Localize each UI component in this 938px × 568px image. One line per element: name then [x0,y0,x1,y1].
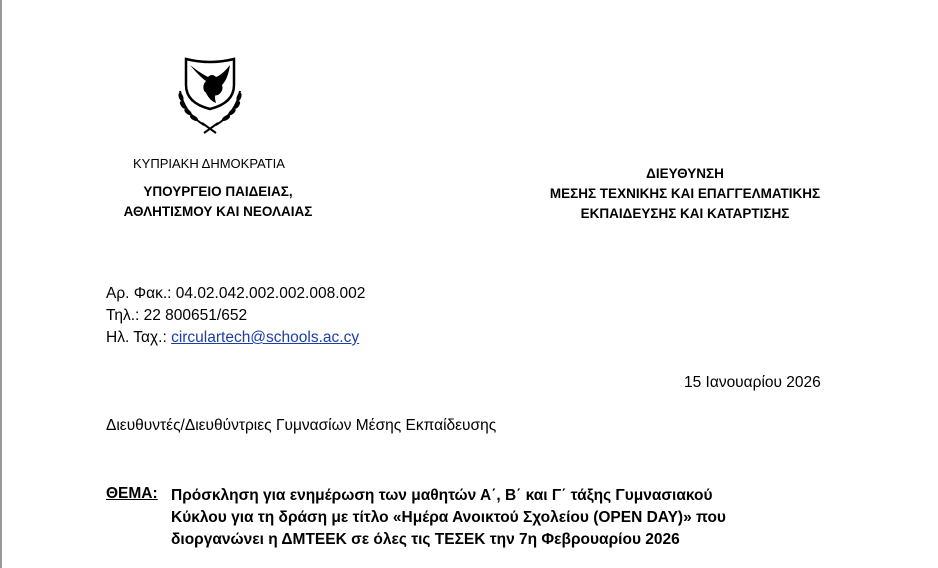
directorate-line-3: ΕΚΠΑΙΔΕΥΣΗΣ ΚΑΙ ΚΑΤΑΡΤΙΣΗΣ [580,206,790,221]
file-number-row [106,283,365,305]
ministry-line-2: ΑΘΛΗΤΙΣΜΟΥ ΚΑΙ ΝΕΟΛΑΙΑΣ [123,204,313,219]
ministry-line-1: ΥΠΟΥΡΓΕΙΟ ΠΑΙΔΕΙΑΣ, [143,184,293,199]
phone-number: 22 800651/652 [143,307,248,324]
cyprus-coat-of-arms-icon [170,55,250,137]
subject-line-2: Κύκλου για τη δράση με τίτλο «Ημέρα Ανοικτού Σχολείου (OPEN DAY)» που [171,509,726,526]
directorate-line-2: ΜΕΣΗΣ ΤΕΧΝΙΚΗΣ ΚΑΙ ΕΠΑΓΓΕΛΜΑΤΙΚΗΣ [549,186,821,201]
file-number-label: Αρ. Φακ.: [106,285,176,302]
email-link[interactable]: circulartech@schools.ac.cy [171,329,360,346]
email-label: Ηλ. Ταχ.: [106,329,172,346]
subject-line-3: διοργανώνει η ΔΜΤΕΕΚ σε όλες τις ΤΕΣΕΚ την 7η Φεβρουαρίου 2026 [171,531,680,548]
page-left-edge [0,0,2,568]
recipients: Διευθυντές/Διευθύντριες Γυμνασίων Μέσης Εκπαίδευσης [106,417,497,434]
subject-line-1: Πρόσκληση για ενημέρωση των μαθητών Α΄, Β΄ και Γ΄ τάξης Γυμνασιακού [171,487,713,504]
file-number: 04.02.042.002.002.008.002 [175,285,366,302]
phone-row [106,305,365,327]
email-row [106,327,365,349]
republic-name: ΚΥΠΡΙΑΚΗ ΔΗΜΟΚΡΑΤΙΑ [133,156,285,171]
subject-text [171,485,791,551]
ministry-name [98,182,338,222]
directorate-name [520,164,850,224]
directorate-line-1: ΔΙΕΥΘΥΝΣΗ [646,166,724,181]
phone-label: Τηλ.: [106,307,144,324]
subject-label: ΘΕΜΑ: [106,485,158,502]
letter-date: 15 Ιανουαρίου 2026 [684,374,821,391]
contact-block [106,283,365,349]
